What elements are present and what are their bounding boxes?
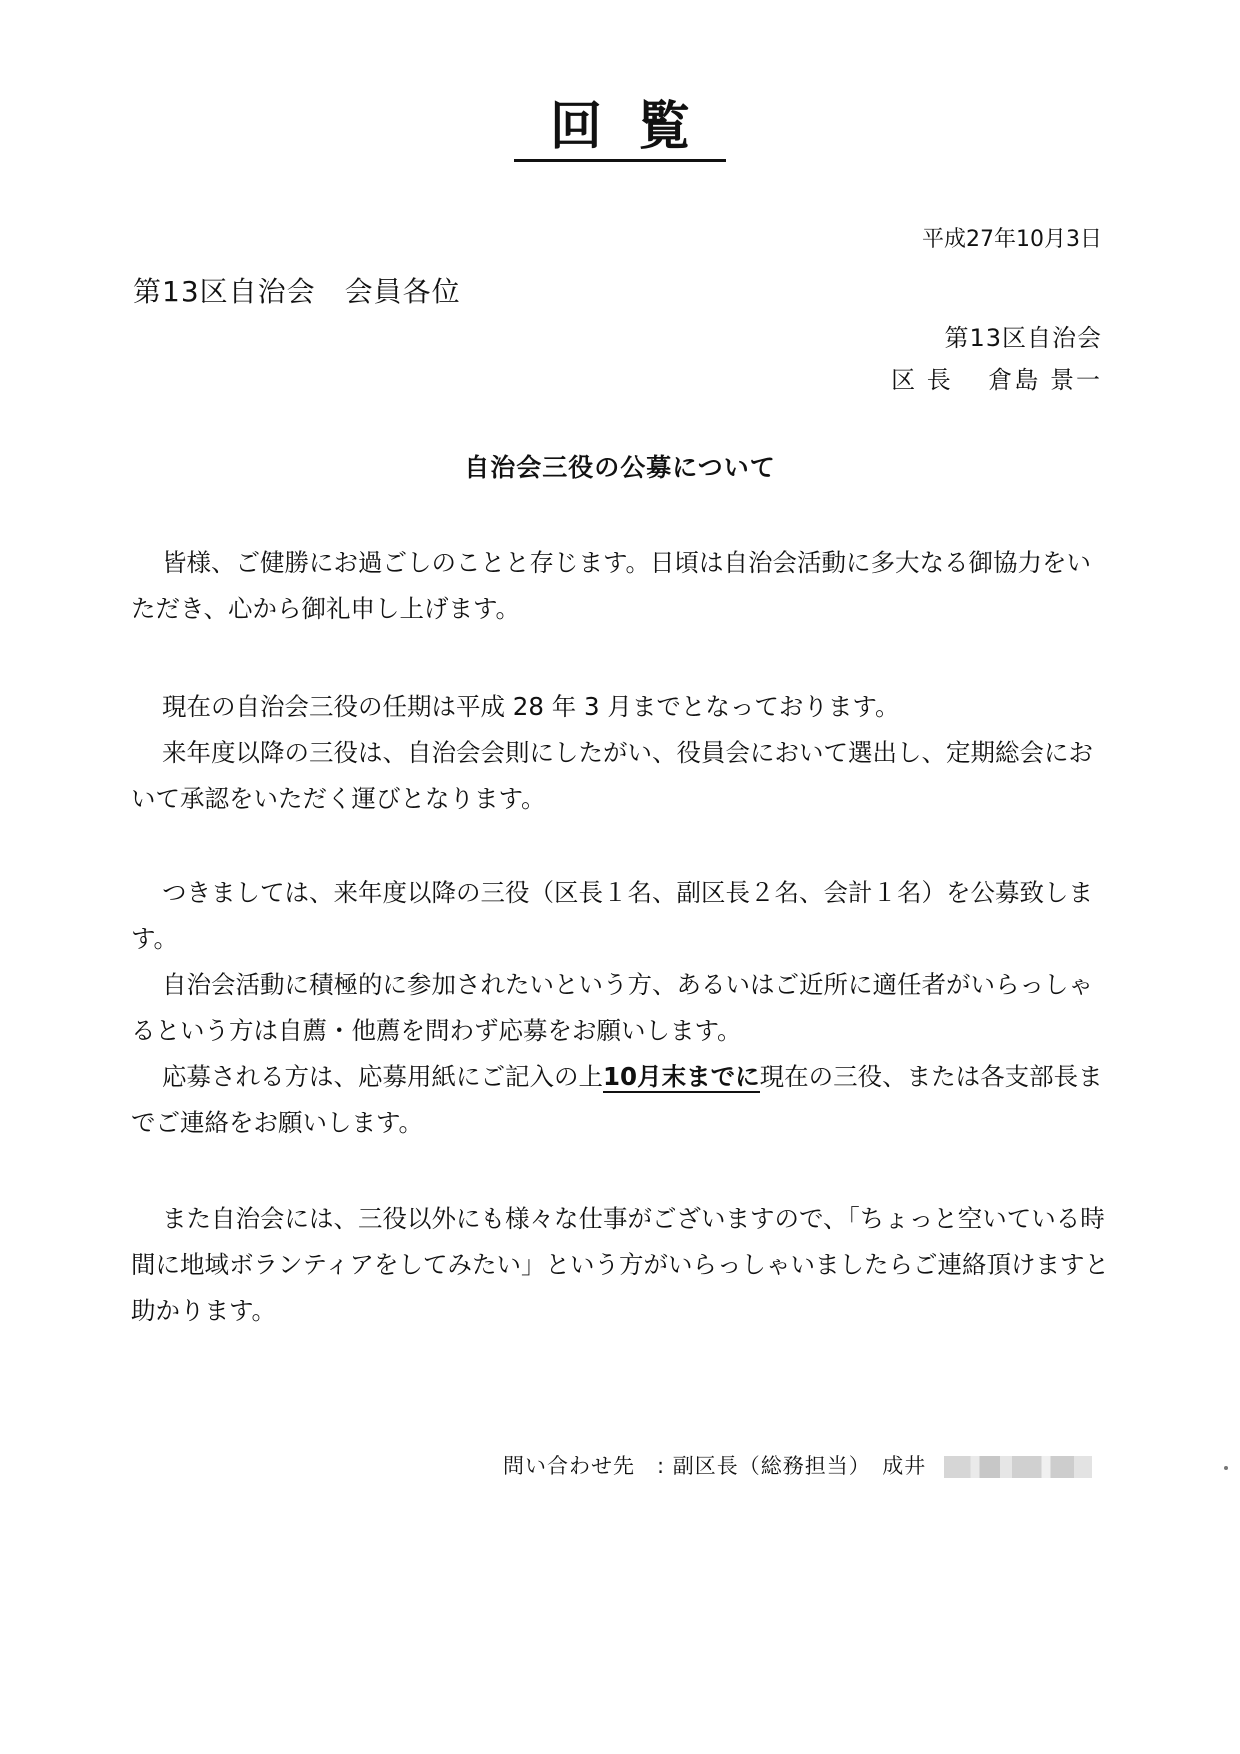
contact-label: 問い合わせ先 : (503, 1454, 666, 1478)
document-title-text: 回覧 (514, 95, 726, 162)
subject-heading: 自治会三役の公募について (464, 453, 776, 482)
paragraph-application (131, 1054, 1111, 1146)
paragraph-volunteer: また自治会には、三役以外にも様々な仕事がございますので、「ちょっと空いている時間に地域ボランティアをしてみたい」という方がいらっしゃいましたらご連絡頂けますと助かります。 (131, 1204, 1110, 1325)
sender-organization: 第13区自治会 (944, 324, 1102, 352)
document-title (0, 95, 1240, 162)
paragraph-term: 現在の自治会三役の任期は平成 28 年 3 月までとなっております。 (162, 692, 900, 721)
paragraph-greeting: 皆様、ご健勝にお過ごしのことと存じます。日頃は自治会活動に多大なる御協力をいただき、心から御礼申し上げます。 (131, 548, 1092, 623)
contact-person: 副区長（総務担当） 成井 (672, 1454, 927, 1478)
redacted-phone-number (944, 1456, 1092, 1478)
addressee: 第13区自治会 会員各位 (133, 275, 461, 308)
sender-name: 区 長 倉島 景一 (891, 366, 1102, 394)
application-text-after: 現在の三役、または各支部長までご連絡をお願いします。 (131, 1062, 1103, 1137)
paragraph-nomination: 自治会活動に積極的に参加されたいという方、あるいはご近所に適任者がいらっしゃるという方は自薦・他薦を問わず応募をお願いします。 (131, 970, 1093, 1045)
contact-line (503, 1450, 1092, 1480)
scan-speck (1224, 1466, 1228, 1470)
deadline-emphasis: 10月末までに (603, 1062, 760, 1091)
application-text-before: 応募される方は、応募用紙にご記入の上 (162, 1062, 603, 1091)
paragraph-selection: 来年度以降の三役は、自治会会則にしたがい、役員会において選出し、定期総会において承認をいただく運びとなります。 (131, 738, 1093, 813)
document-date: 平成27年10月3日 (922, 227, 1102, 252)
paragraph-recruitment: つきましては、来年度以降の三役（区長１名、副区長２名、会計１名）を公募致します。 (131, 878, 1093, 953)
